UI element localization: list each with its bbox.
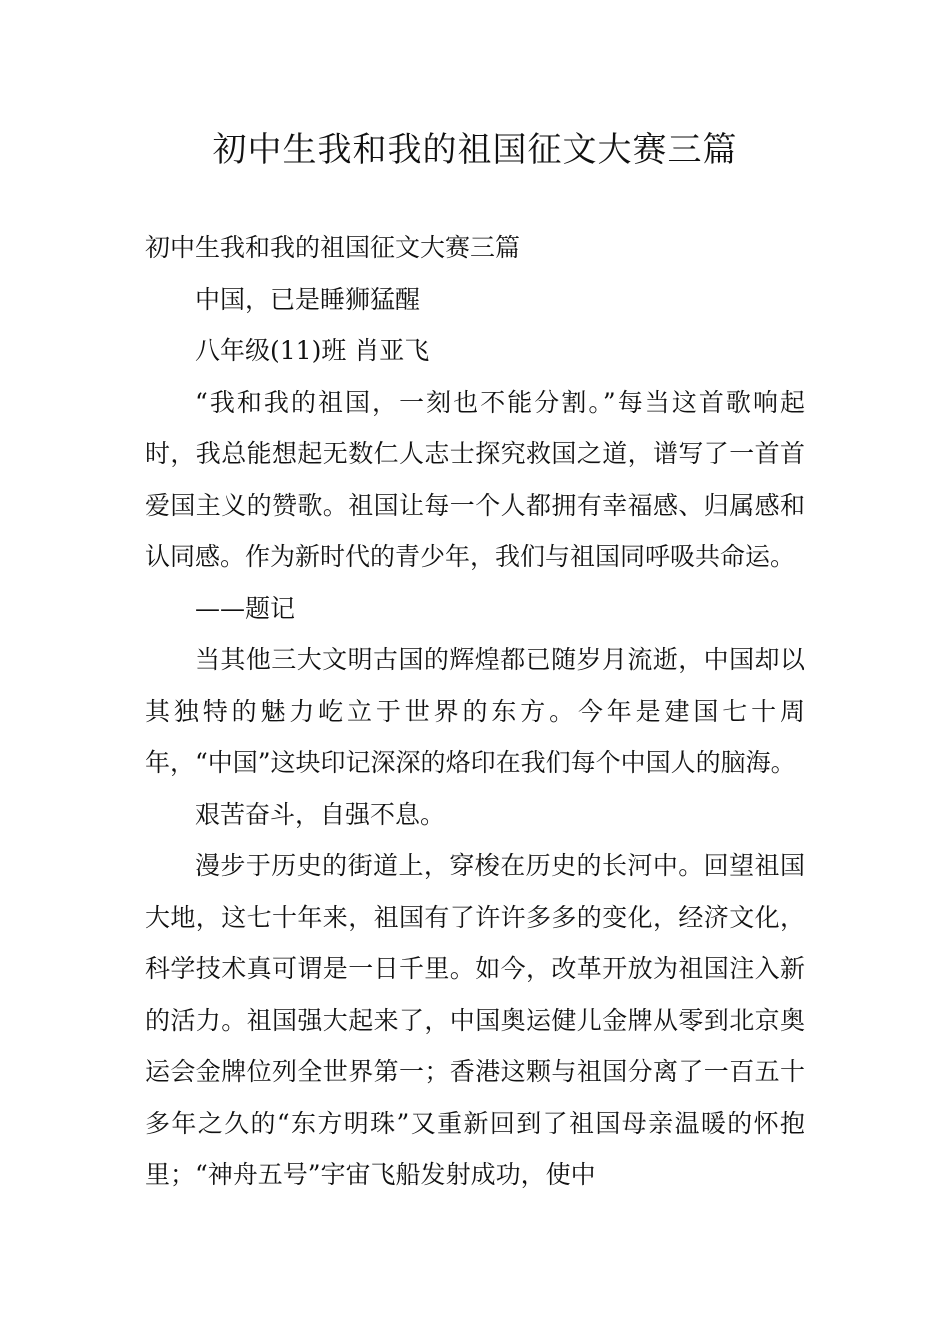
repeated-title-paragraph: 初中生我和我的祖国征文大赛三篇 <box>145 233 521 262</box>
section-heading-paragraph: 艰苦奋斗，自强不息。 <box>195 799 446 829</box>
epigraph-paragraph: “我和我的祖国，一刻也不能分割。”每当这首歌响起时，我总能想起无数仁人志士探究救国之道，谱写了一首首爱国主义的赞歌。祖国让每一个人都拥有幸福感、归属感和认同感。作为新时代的青少年，我们与祖国同呼吸共命运。 <box>145 387 805 571</box>
document-body <box>145 222 805 1201</box>
body-paragraph: 当其他三大文明古国的辉煌都已随岁月流逝，中国却以其独特的魅力屹立于世界的东方。今年是建国七十周年，“中国”这块印记深深的烙印在我们每个中国人的脑海。 <box>145 645 805 777</box>
essay-title-paragraph: 中国，已是睡狮猛醒 <box>195 284 421 314</box>
body-paragraph: 漫步于历史的街道上，穿梭在历史的长河中。回望祖国大地，这七十年来，祖国有了许许多多的变化，经济文化，科学技术真可谓是一日千里。如今，改革开放为祖国注入新的活力。祖国强大起来了，中国奥运健儿金牌从零到北京奥运会金牌位列全世界第一；香港这颗与祖国分离了一百五十多年之久的“东方明珠”又重新回到了祖国母亲温暖的怀抱里；“神舟五号”宇宙飞船发射成功，使中 <box>145 851 805 1189</box>
author-line-paragraph: 八年级(11)班 肖亚飞 <box>195 336 430 365</box>
epigraph-attribution-paragraph: ——题记 <box>195 593 296 623</box>
document-title: 初中生我和我的祖国征文大赛三篇 <box>212 130 738 170</box>
